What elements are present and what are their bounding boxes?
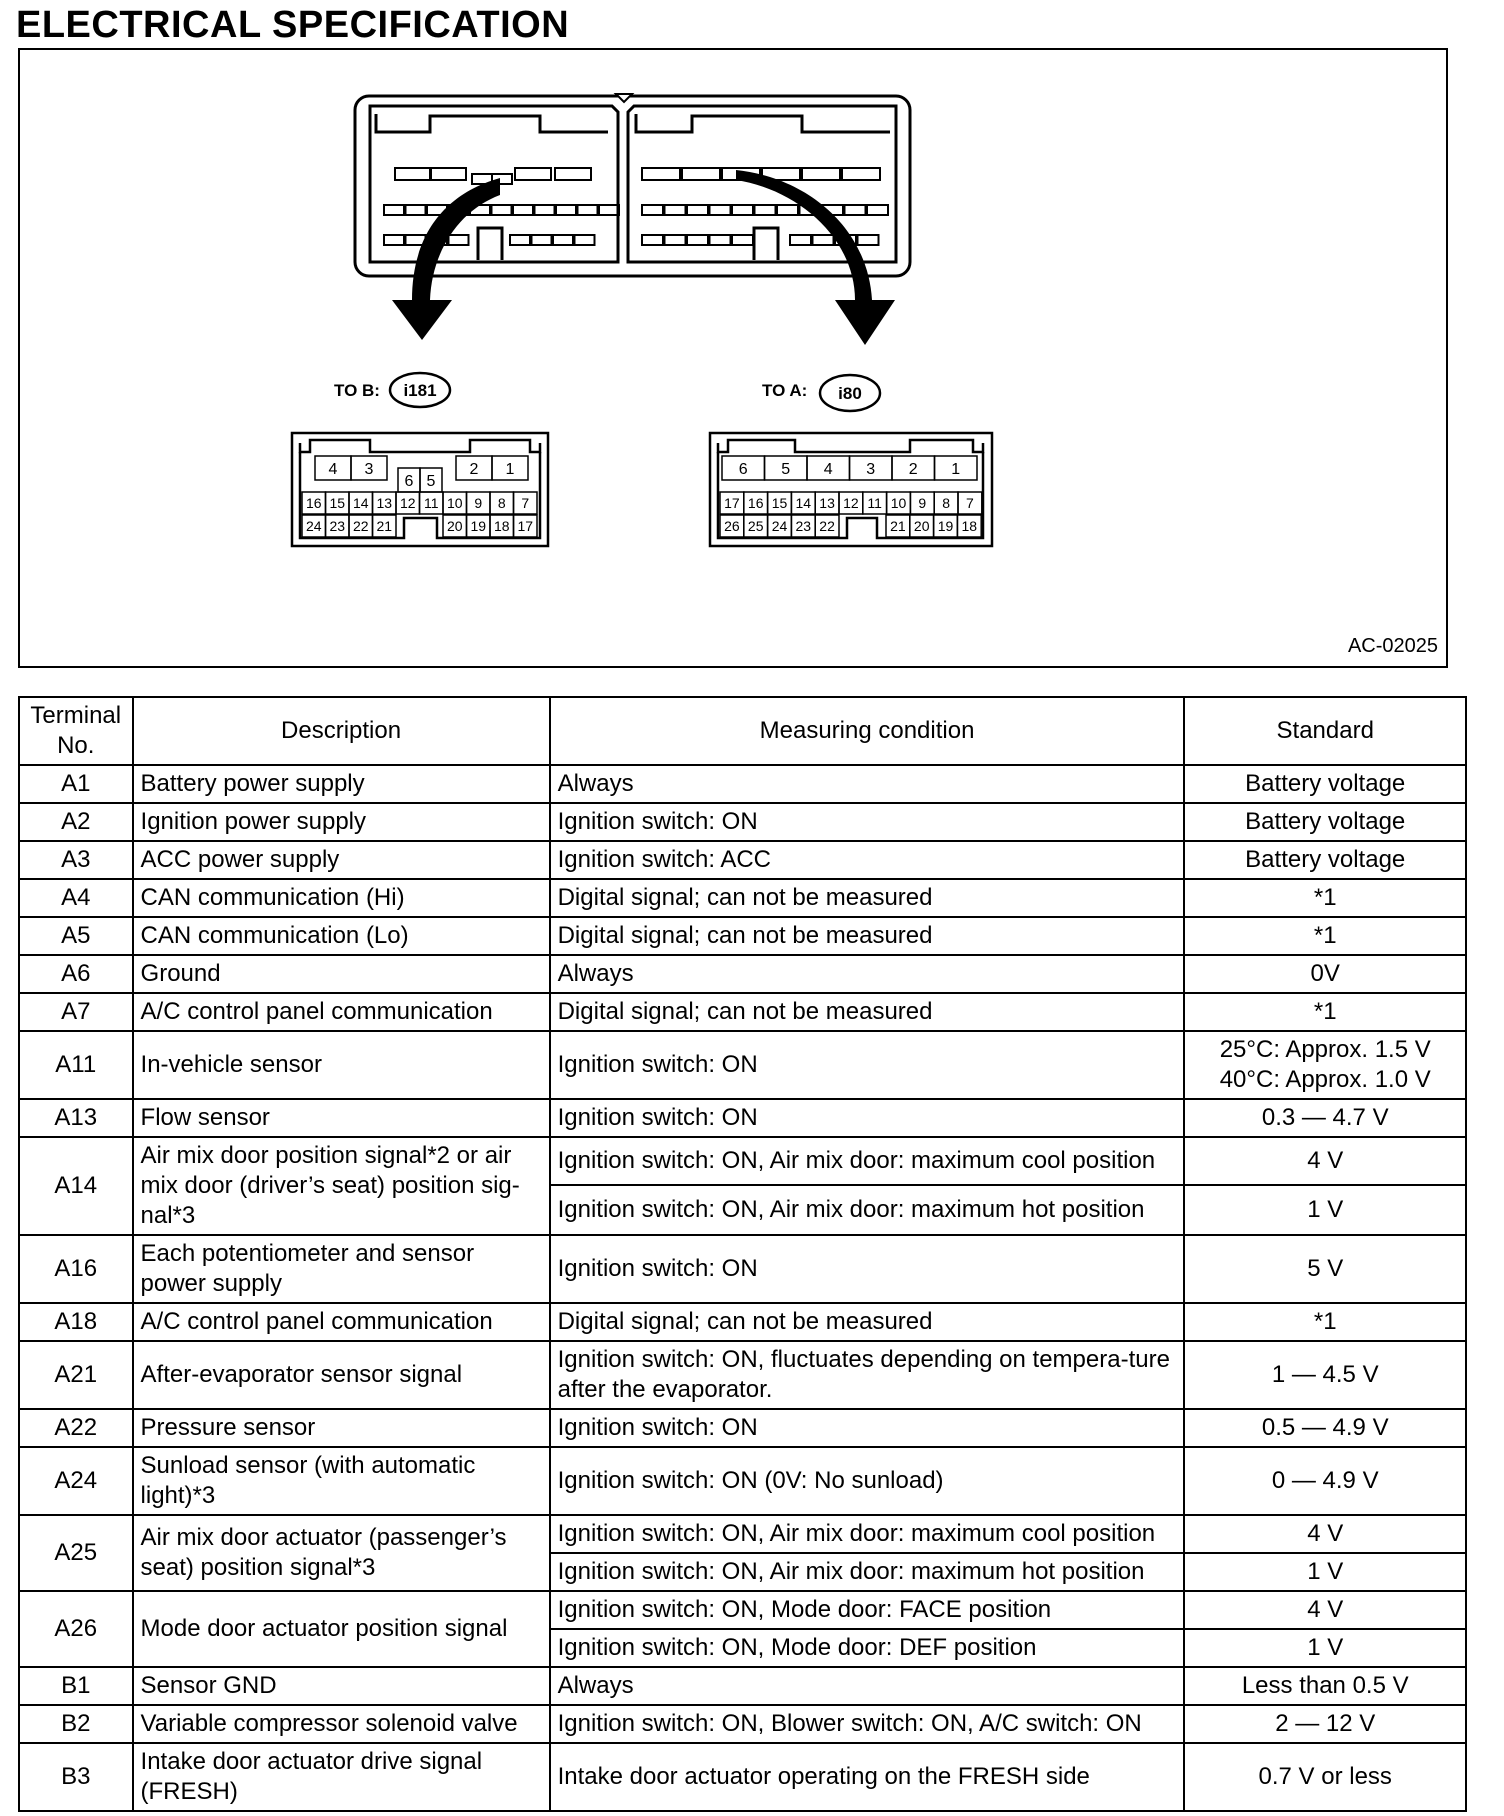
pin-number: 19 <box>937 518 954 535</box>
terminal-cell: A18 <box>19 1303 133 1341</box>
arrow-to-b <box>392 178 500 340</box>
terminal-cell: A14 <box>19 1137 133 1235</box>
pin-number: 21 <box>376 518 393 535</box>
pin-number: 3 <box>364 460 374 478</box>
terminal-cell: B1 <box>19 1667 133 1705</box>
key-marker <box>616 94 632 102</box>
description-cell: Pressure sensor <box>133 1409 550 1447</box>
standard-value: 25°C: Approx. 1.5 V <box>1219 1036 1431 1063</box>
terminal-cell: A22 <box>19 1409 133 1447</box>
terminal-cell: A26 <box>19 1591 133 1667</box>
pin-number: 22 <box>819 518 835 535</box>
terminal-cell: A6 <box>19 955 133 993</box>
standard-cell <box>1184 1629 1466 1667</box>
table-row <box>19 803 1466 841</box>
description-cell: Sunload sensor (with automatic light)*3 <box>133 1447 550 1515</box>
condition-cell: Digital signal; can not be measured <box>550 993 1185 1031</box>
table-header-row <box>19 697 1466 765</box>
pin-number: 3 <box>866 460 876 478</box>
pin-number: 2 <box>469 460 479 478</box>
connector-diagram-svg <box>20 50 1446 666</box>
table-body <box>19 765 1466 1811</box>
header-terminal: Terminal No. <box>19 697 133 765</box>
description-cell: In-vehicle sensor <box>133 1031 550 1099</box>
description-cell: Air mix door actuator (passenger’s seat) position signal*3 <box>133 1515 550 1591</box>
standard-value: Less than 0.5 V <box>1241 1672 1409 1699</box>
connector-b-label: TO B: <box>334 381 380 400</box>
table-row <box>19 1235 1466 1303</box>
page-title: ELECTRICAL SPECIFICATION <box>16 4 570 46</box>
terminal-cell: A11 <box>19 1031 133 1099</box>
standard-value: Battery voltage <box>1245 846 1406 873</box>
condition-cell: Ignition switch: ON <box>550 803 1185 841</box>
connector-a-id: i80 <box>838 384 862 403</box>
electrical-spec-table <box>18 696 1467 1812</box>
table-row <box>19 1447 1466 1515</box>
connector-slot <box>513 205 533 215</box>
connector-slot <box>535 205 555 215</box>
standard-cell <box>1184 803 1466 841</box>
connector-slot <box>665 235 686 245</box>
connector-slot <box>710 235 731 245</box>
table-row <box>19 917 1466 955</box>
condition-cell: Ignition switch: ON <box>550 1031 1185 1099</box>
standard-value: 1 V <box>1307 1634 1344 1661</box>
connector-a-label: TO A: <box>762 381 808 400</box>
connector-slot <box>515 168 551 180</box>
terminal-cell: A13 <box>19 1099 133 1137</box>
connector-slot <box>867 205 888 215</box>
pin-number: 10 <box>890 495 907 512</box>
connector-slot <box>553 235 573 245</box>
pin-number: 4 <box>328 460 338 478</box>
description-cell: Ignition power supply <box>133 803 550 841</box>
pin-number: 7 <box>966 495 974 512</box>
pin-number: 19 <box>470 518 487 535</box>
table-row <box>19 879 1466 917</box>
pin-number: 16 <box>747 495 764 512</box>
standard-cell <box>1184 1409 1466 1447</box>
pin-number: 2 <box>908 460 918 478</box>
connector-slot <box>732 205 753 215</box>
standard-cell <box>1184 1743 1466 1811</box>
terminal-cell: B2 <box>19 1705 133 1743</box>
table-row <box>19 841 1466 879</box>
description-cell: Battery power supply <box>133 765 550 803</box>
terminal-cell: B3 <box>19 1743 133 1811</box>
connector-slot <box>687 205 708 215</box>
pin-number: 13 <box>376 495 393 512</box>
pin-number: 12 <box>399 495 416 512</box>
description-cell: Flow sensor <box>133 1099 550 1137</box>
standard-cell <box>1184 1185 1466 1235</box>
condition-cell: Always <box>550 765 1185 803</box>
table-row <box>19 765 1466 803</box>
condition-cell: Ignition switch: ON, fluctuates depending on tempera-ture after the evaporator. <box>550 1341 1185 1409</box>
description-cell: CAN communication (Hi) <box>133 879 550 917</box>
condition-cell: Ignition switch: ON, Air mix door: maximum cool position <box>550 1137 1185 1185</box>
standard-cell <box>1184 1235 1466 1303</box>
standard-value: 1 V <box>1307 1196 1344 1223</box>
terminal-cell: A24 <box>19 1447 133 1515</box>
pin-number: 1 <box>505 460 515 478</box>
connector-slot <box>599 205 619 215</box>
condition-cell: Ignition switch: ON <box>550 1235 1185 1303</box>
connector-slot <box>510 235 530 245</box>
description-cell: ACC power supply <box>133 841 550 879</box>
connector-slot <box>802 168 840 180</box>
table-row <box>19 1705 1466 1743</box>
pin-number: 11 <box>423 495 439 512</box>
connector-slot <box>384 205 404 215</box>
condition-cell: Always <box>550 1667 1185 1705</box>
description-cell: Variable compressor solenoid valve <box>133 1705 550 1743</box>
pin-number: 22 <box>352 518 369 535</box>
table-row <box>19 1591 1466 1629</box>
pin-number: 13 <box>819 495 835 512</box>
standard-value: *1 <box>1313 998 1337 1025</box>
condition-cell: Ignition switch: ON, Blower switch: ON, A/C switch: ON <box>550 1705 1185 1743</box>
table-row <box>19 1743 1466 1811</box>
pin-number: 17 <box>724 495 740 512</box>
connector-slot <box>642 235 663 245</box>
table-row <box>19 1667 1466 1705</box>
condition-cell: Ignition switch: ON, Air mix door: maximum hot position <box>550 1185 1185 1235</box>
connector-slot <box>492 205 512 215</box>
header-description: Description <box>133 697 550 765</box>
terminal-cell: A3 <box>19 841 133 879</box>
standard-cell <box>1184 1591 1466 1629</box>
description-cell: After-evaporator sensor signal <box>133 1341 550 1409</box>
pin-number: 4 <box>823 460 833 478</box>
pin-number: 9 <box>918 495 927 512</box>
standard-cell <box>1184 1515 1466 1553</box>
pin-number: 25 <box>747 518 764 535</box>
connector-slot <box>532 235 552 245</box>
connector-slot <box>777 205 798 215</box>
standard-value: Battery voltage <box>1245 808 1406 835</box>
connector-slot <box>642 205 663 215</box>
pin-number: 16 <box>305 495 322 512</box>
description-cell: Mode door actuator position signal <box>133 1591 550 1667</box>
pin-number: 20 <box>913 518 930 535</box>
pin-number: 12 <box>843 495 859 512</box>
connector-diagram <box>18 48 1448 668</box>
condition-cell: Ignition switch: ON, Air mix door: maximum hot position <box>550 1553 1185 1591</box>
header-condition: Measuring condition <box>550 697 1185 765</box>
connector-slot <box>384 235 404 245</box>
pin-number: 15 <box>329 495 346 512</box>
header-standard: Standard <box>1184 697 1466 765</box>
standard-value: 0 — 4.9 V <box>1271 1467 1379 1494</box>
condition-cell: Ignition switch: ON <box>550 1409 1185 1447</box>
table-row <box>19 955 1466 993</box>
standard-value: 4 V <box>1307 1520 1344 1547</box>
pin-number: 5 <box>781 460 791 478</box>
pin-number: 17 <box>517 518 534 535</box>
standard-value: 0.3 — 4.7 V <box>1261 1104 1389 1131</box>
standard-cell <box>1184 1137 1466 1185</box>
standard-cell <box>1184 765 1466 803</box>
connector-slot <box>578 205 598 215</box>
connector-slot <box>813 235 834 245</box>
connector-a-cells <box>720 456 982 537</box>
standard-cell <box>1184 1667 1466 1705</box>
connector-slot <box>755 205 776 215</box>
pin-number: 24 <box>771 518 788 535</box>
connector-slot <box>682 168 720 180</box>
arrow-to-a <box>736 170 895 345</box>
connector-slot <box>790 235 811 245</box>
condition-cell: Ignition switch: ACC <box>550 841 1185 879</box>
condition-cell: Ignition switch: ON (0V: No sunload) <box>550 1447 1185 1515</box>
terminal-cell: A25 <box>19 1515 133 1591</box>
table-row <box>19 1515 1466 1553</box>
pin-number: 23 <box>329 518 346 535</box>
standard-cell <box>1184 1553 1466 1591</box>
connector-slot <box>642 168 680 180</box>
description-cell: Intake door actuator drive signal (FRESH) <box>133 1743 550 1811</box>
condition-cell: Ignition switch: ON <box>550 1099 1185 1137</box>
standard-value: 1 — 4.5 V <box>1271 1361 1379 1388</box>
pin-number: 6 <box>404 472 414 490</box>
figure-code: AC-02025 <box>1347 635 1438 657</box>
standard-cell <box>1184 1303 1466 1341</box>
standard-cell <box>1184 1099 1466 1137</box>
table-row <box>19 1341 1466 1409</box>
connector-slot <box>556 205 576 215</box>
standard-cell <box>1184 1447 1466 1515</box>
terminal-cell: A7 <box>19 993 133 1031</box>
standard-value: 5 V <box>1307 1255 1344 1282</box>
terminal-cell: A4 <box>19 879 133 917</box>
connector-b-id: i181 <box>403 381 437 400</box>
table-row <box>19 1031 1466 1099</box>
pin-number: 23 <box>795 518 812 535</box>
standard-value: 40°C: Approx. 1.0 V <box>1219 1066 1431 1093</box>
pin-number: 10 <box>446 495 463 512</box>
table-row <box>19 1409 1466 1447</box>
condition-cell: Digital signal; can not be measured <box>550 1303 1185 1341</box>
connector-b-cells <box>302 456 537 537</box>
standard-value: *1 <box>1313 922 1337 949</box>
condition-cell: Digital signal; can not be measured <box>550 917 1185 955</box>
condition-cell: Digital signal; can not be measured <box>550 879 1185 917</box>
standard-cell <box>1184 993 1466 1031</box>
connector-slot <box>665 205 686 215</box>
pin-number: 9 <box>474 495 483 512</box>
pin-number: 21 <box>890 518 906 535</box>
table-row <box>19 1137 1466 1185</box>
pin-number: 18 <box>493 518 510 535</box>
pin-number: 7 <box>521 495 530 512</box>
connector-slot <box>449 235 469 245</box>
pin-number: 8 <box>942 495 950 512</box>
pin-number: 24 <box>305 518 322 535</box>
condition-cell: Ignition switch: ON, Mode door: DEF position <box>550 1629 1185 1667</box>
table-row <box>19 1303 1466 1341</box>
terminal-cell: A21 <box>19 1341 133 1409</box>
pin-number: 26 <box>724 518 740 535</box>
description-cell: CAN communication (Lo) <box>133 917 550 955</box>
condition-cell: Intake door actuator operating on the FRESH side <box>550 1743 1185 1811</box>
pin-number: 8 <box>497 495 506 512</box>
connector-slot <box>687 235 708 245</box>
connector-slot <box>732 235 753 245</box>
condition-cell: Always <box>550 955 1185 993</box>
standard-cell <box>1184 1341 1466 1409</box>
pin-number: 14 <box>352 495 369 512</box>
pin-number: 14 <box>795 495 812 512</box>
pin-number: 5 <box>426 472 436 490</box>
standard-cell <box>1184 841 1466 879</box>
standard-value: 2 — 12 V <box>1275 1710 1376 1737</box>
condition-cell: Ignition switch: ON, Air mix door: maximum cool position <box>550 1515 1185 1553</box>
pin-number: 1 <box>951 460 961 478</box>
standard-value: 4 V <box>1307 1147 1344 1174</box>
standard-value: 4 V <box>1307 1596 1344 1623</box>
connector-slot <box>858 235 879 245</box>
description-cell: Air mix door position signal*2 or air mix door (driver’s seat) position sig-nal*3 <box>133 1137 550 1235</box>
standard-value: 0V <box>1310 960 1340 987</box>
pin-number: 15 <box>771 495 788 512</box>
table-row <box>19 1099 1466 1137</box>
connector-slot <box>842 168 880 180</box>
connector-slot <box>395 168 431 180</box>
description-cell: A/C control panel communication <box>133 993 550 1031</box>
pin-number: 18 <box>961 518 978 535</box>
standard-value: 0.5 — 4.9 V <box>1261 1414 1389 1441</box>
connector-slot <box>710 205 731 215</box>
connector-slot <box>406 205 426 215</box>
description-cell: Each potentiometer and sensor power supply <box>133 1235 550 1303</box>
description-cell: A/C control panel communication <box>133 1303 550 1341</box>
standard-value: Battery voltage <box>1245 770 1406 797</box>
pin-number: 20 <box>446 518 463 535</box>
connector-slot <box>575 235 595 245</box>
connector-slot <box>845 205 866 215</box>
standard-cell <box>1184 917 1466 955</box>
table-row <box>19 993 1466 1031</box>
connector-slot <box>555 168 591 180</box>
terminal-cell: A2 <box>19 803 133 841</box>
standard-cell <box>1184 879 1466 917</box>
standard-cell <box>1184 955 1466 993</box>
connector-slot <box>430 168 466 180</box>
description-cell: Sensor GND <box>133 1667 550 1705</box>
standard-value: 0.7 V or less <box>1258 1763 1392 1790</box>
pin-number: 6 <box>738 460 748 478</box>
terminal-cell: A5 <box>19 917 133 955</box>
standard-cell <box>1184 1031 1466 1099</box>
terminal-cell: A1 <box>19 765 133 803</box>
standard-value: *1 <box>1313 1308 1337 1335</box>
terminal-cell: A16 <box>19 1235 133 1303</box>
condition-cell: Ignition switch: ON, Mode door: FACE position <box>550 1591 1185 1629</box>
standard-cell <box>1184 1705 1466 1743</box>
description-cell: Ground <box>133 955 550 993</box>
standard-value: 1 V <box>1307 1558 1344 1585</box>
standard-value: *1 <box>1313 884 1337 911</box>
pin-number: 11 <box>867 495 882 512</box>
